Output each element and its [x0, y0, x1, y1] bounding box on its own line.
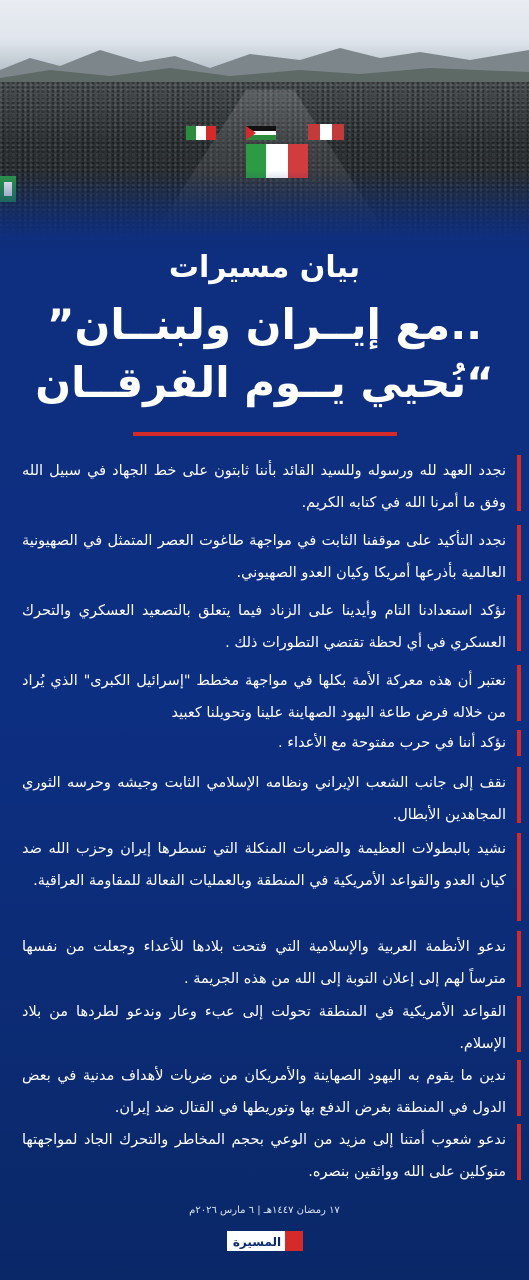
- flag-icon: [308, 124, 344, 140]
- statement-paragraph-9: القواعد الأمريكية في المنطقة تحولت إلى عبء وعار وندعو لطردها من بلاد الإسلام.: [22, 1004, 506, 1052]
- mountains-silhouette: [0, 40, 529, 85]
- statement-paragraph-10: ندين ما يقوم به اليهود الصهاينة والأمريكان من ضربات لأهداف مدنية في بعض الدول في المنطقة بغرض الدفع بها وتوريطها في القتال ضد إيران.: [22, 1068, 506, 1116]
- title-line-3: نُحيي يــوم الفرقــان“: [35, 358, 494, 407]
- statement-paragraph-7: نشيد بالبطولات العظيمة والضربات المنكلة التي تسطرها إيران وحزب الله ضد كيان العدو والقواعد الأمريكية في المنطقة وبالعمليات الفعالة للمقاومة العراقية.: [22, 841, 506, 889]
- statement-paragraph-3: نؤكد استعدادنا التام وأيدينا على الزناد فيما يتعلق بالتصعيد العسكري والتحرك العسكري في أي لحظة تقتضي التطورات ذلك .: [22, 603, 506, 651]
- statement-paragraph-8: ندعو الأنظمة العربية والإسلامية التي فتحت بلادها للأعداء وجعلت من نفسها مترساً لهم إلى إعلان التوبة إلى الله من هذه الجريمة .: [22, 939, 506, 987]
- statement-paragraph-4: نعتبر أن هذه معركة الأمة بكلها في مواجهة مخطط "إسرائيل الكبرى" الذي يُراد من خلاله فرض طاعة اليهود الصهاينة علينا وتحويلنا كعبيد: [22, 673, 506, 721]
- paragraph-marker: [517, 730, 521, 756]
- iran-flag-icon: [186, 126, 216, 140]
- hero-photo: [0, 0, 529, 240]
- statement-paragraph-11: ندعو شعوب أمتنا إلى مزيد من الوعي بحجم المخاطر والتحرك الجاد لمواجهتها متوكلين على الله وواثقين بنصره.: [22, 1132, 506, 1180]
- statement-paragraph-2: نجدد التأكيد على موقفنا الثابت في مواجهة طاغوت العصر المتمثل في الصهيونية العالمية بأذرعها أمريكا وكيان العدو الصهيوني.: [22, 533, 506, 581]
- paragraph-marker: [517, 455, 521, 511]
- statement-paragraph-5: نؤكد أننا في حرب مفتوحة مع الأعداء .: [278, 735, 506, 751]
- footer-date: ١٧ رمضان ١٤٤٧هـ | ٦ مارس ٢٠٢٦م: [189, 1205, 340, 1216]
- paragraph-marker: [517, 1060, 521, 1116]
- statement-paragraph-6: نقف إلى جانب الشعب الإيراني ونظامه الإسلامي الثابت وجيشه وحرسه الثوري المجاهدين الأبطال.: [22, 775, 506, 823]
- paragraph-marker: [517, 665, 521, 721]
- palestine-flag-icon: [246, 126, 276, 140]
- statement-paragraph-1: نجدد العهد لله ورسوله وللسيد القائد بأننا ثابتون على خط الجهاد في سبيل الله وفق ما أمرنا الله في كتابه الكريم.: [22, 463, 506, 511]
- logo-text: المسيرة: [232, 1235, 282, 1249]
- paragraph-marker: [517, 525, 521, 581]
- paragraph-marker: [517, 767, 521, 823]
- title-line-1: بيان مسيرات: [168, 250, 361, 285]
- title-divider: [133, 432, 397, 436]
- hero-fade: [0, 170, 529, 240]
- paragraph-marker: [517, 996, 521, 1052]
- paragraph-marker: [517, 1124, 521, 1180]
- paragraph-marker: [517, 595, 521, 651]
- paragraph-marker: [517, 931, 521, 987]
- paragraph-marker: [517, 833, 521, 921]
- almasirah-logo: [227, 1228, 303, 1254]
- title-line-2: ”مع إيــران ولبنــان..: [46, 300, 483, 349]
